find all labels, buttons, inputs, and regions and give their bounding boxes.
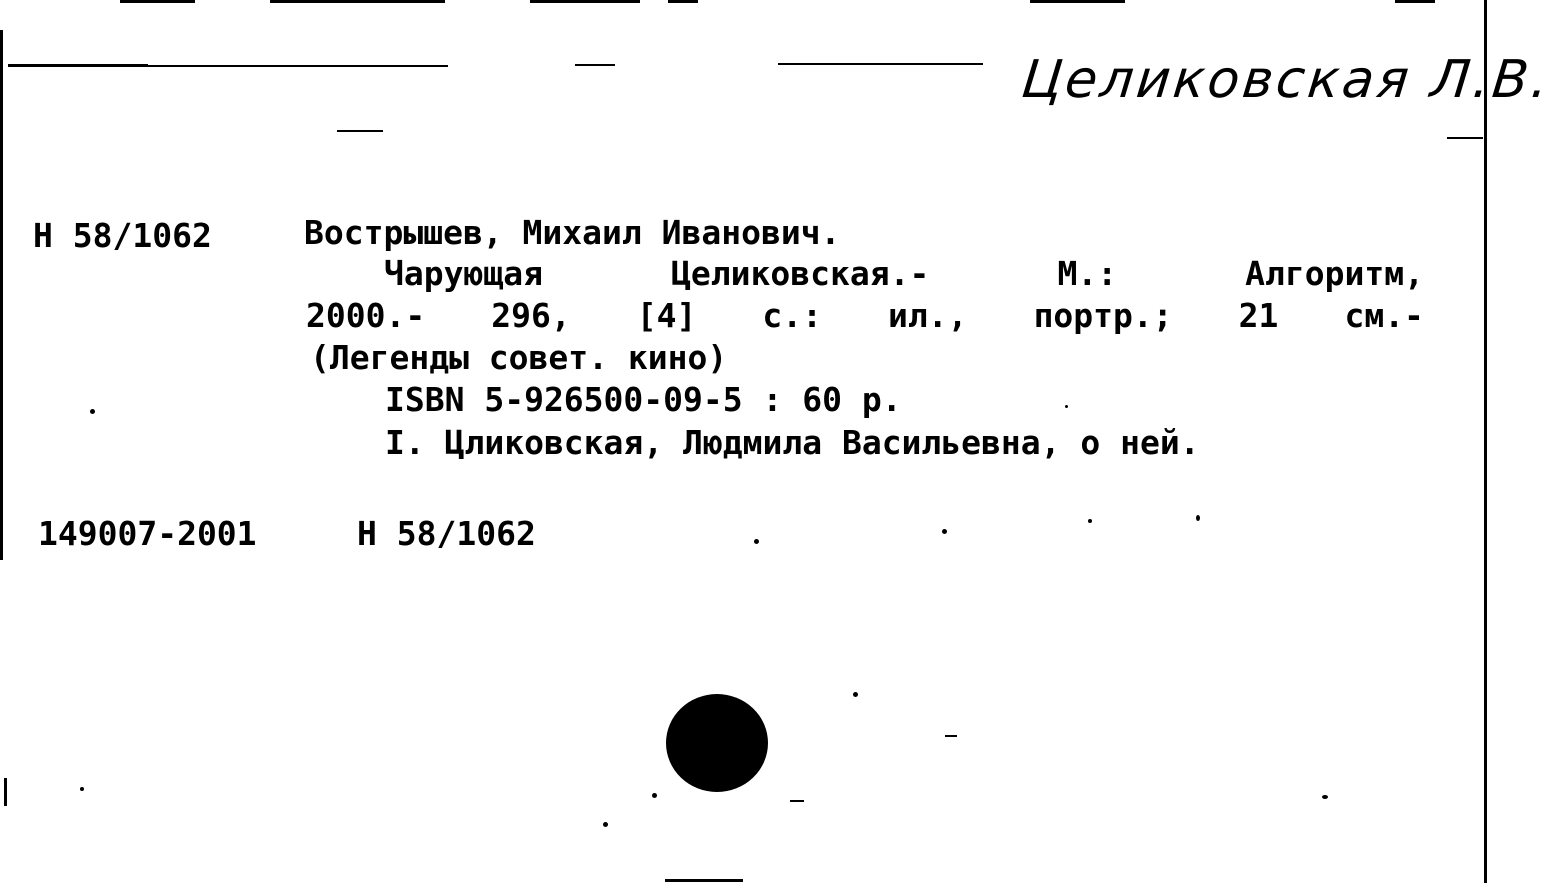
top-edge-mark xyxy=(1030,0,1125,3)
ink-speck xyxy=(754,539,759,544)
card-right-edge xyxy=(1484,0,1487,883)
top-edge-mark xyxy=(270,0,445,3)
top-edge-mark xyxy=(120,0,195,3)
title-word: Целиковская.- xyxy=(671,254,930,293)
imprint-word: портр.; xyxy=(1033,296,1173,335)
imprint-word: 2000.- xyxy=(306,296,426,335)
top-edge-mark xyxy=(1395,0,1435,3)
imprint-word: ил., xyxy=(888,296,968,335)
shelfmark: Н 58/1062 xyxy=(33,216,212,255)
ink-dash xyxy=(4,778,7,806)
punch-hole xyxy=(666,694,768,792)
ink-dash xyxy=(337,130,383,132)
ink-speck xyxy=(90,409,95,414)
top-rule xyxy=(148,65,448,67)
top-edge-mark xyxy=(530,0,640,3)
title-word: Алгоритм, xyxy=(1245,254,1424,293)
subject-line: I. Цликовская, Людмила Васильевна, о ней. xyxy=(385,423,1200,462)
top-rule xyxy=(8,64,148,67)
ink-speck xyxy=(942,529,947,534)
imprint-word: 296, xyxy=(491,296,571,335)
ink-speck xyxy=(1088,519,1092,523)
ink-dash xyxy=(1447,137,1483,139)
handwritten-heading: Целиковская Л.В. xyxy=(1018,50,1554,110)
shelfmark-bottom: Н 58/1062 xyxy=(357,514,536,553)
isbn-line: ISBN 5-926500-09-5 : 60 р. xyxy=(385,380,902,419)
ink-speck xyxy=(853,692,858,697)
card-left-edge xyxy=(0,30,3,560)
imprint-line xyxy=(306,296,1424,336)
title-word: Чарующая xyxy=(384,254,543,293)
ink-speck xyxy=(1196,515,1200,521)
accession-number: 149007-2001 xyxy=(38,514,257,553)
top-rule xyxy=(778,63,983,65)
ink-speck xyxy=(80,787,84,791)
title-word: М.: xyxy=(1057,254,1118,293)
imprint-word: см.- xyxy=(1344,296,1424,335)
ink-speck xyxy=(1065,405,1068,408)
ink-dash xyxy=(790,800,804,802)
imprint-word: [4] xyxy=(636,296,697,335)
top-rule xyxy=(575,64,615,66)
ink-speck xyxy=(1322,795,1328,799)
top-edge-mark xyxy=(668,0,698,3)
bottom-edge-mark xyxy=(665,879,743,882)
ink-speck xyxy=(603,822,608,827)
ink-speck xyxy=(652,793,657,798)
series-line: (Легенды совет. кино) xyxy=(310,338,728,377)
imprint-word: 21 xyxy=(1238,296,1279,335)
author-line: Вострышев, Михаил Иванович. xyxy=(304,213,841,252)
ink-dash xyxy=(945,735,957,737)
title-line xyxy=(306,254,1424,294)
imprint-word: с.: xyxy=(762,296,823,335)
